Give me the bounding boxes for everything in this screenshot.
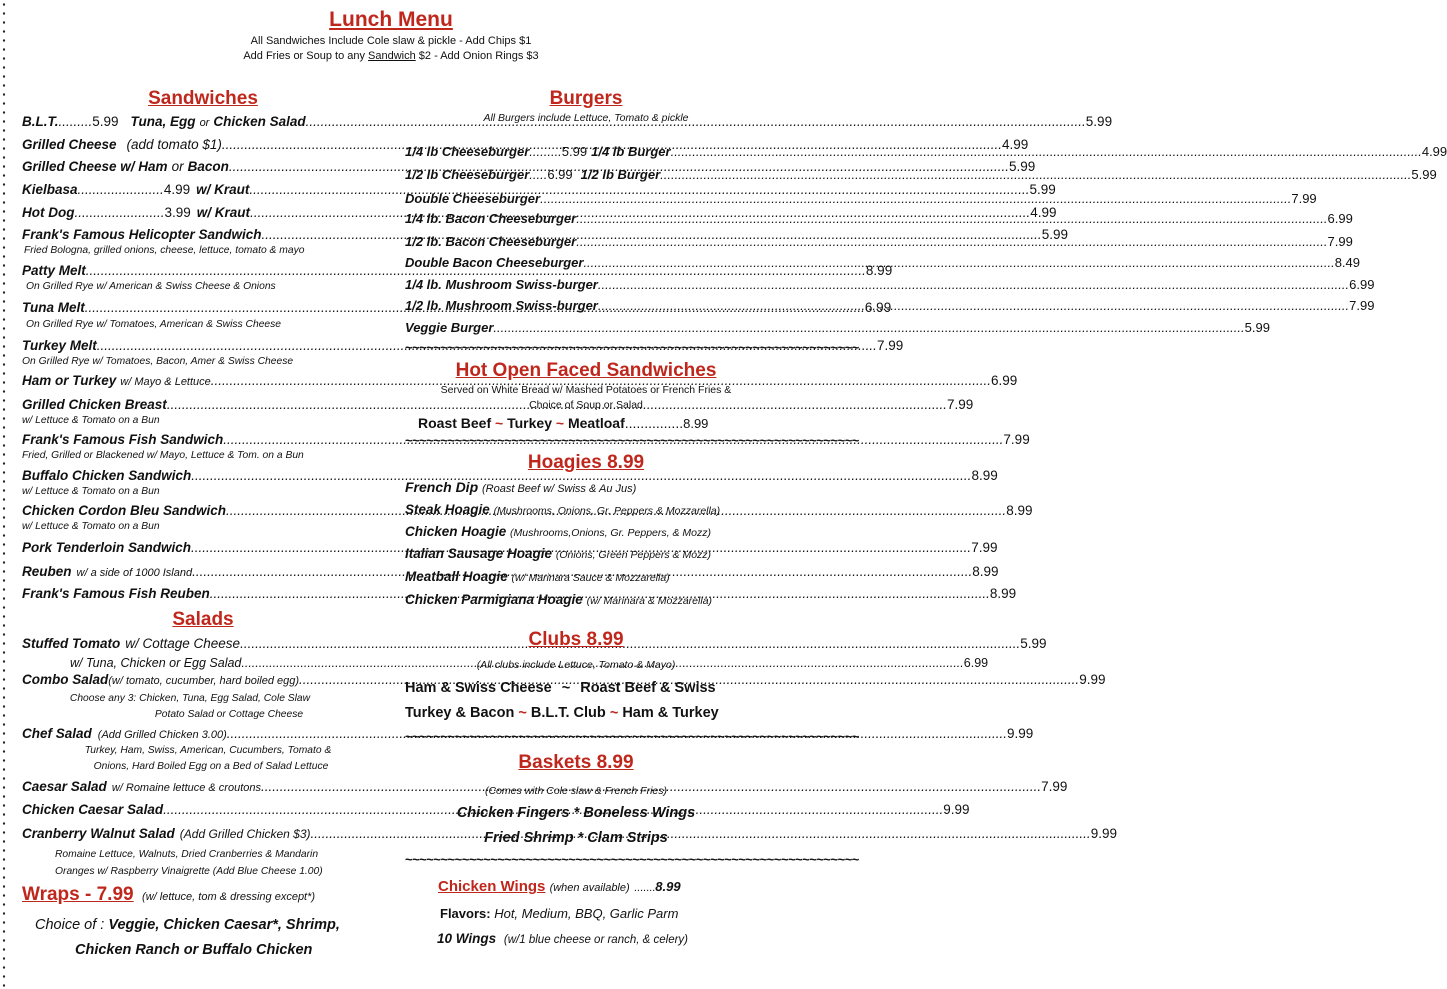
hoagie-name: French Dip bbox=[405, 479, 479, 495]
wings-flavors-label: Flavors: bbox=[440, 906, 491, 921]
hoagie-chicken-parmigiana bbox=[405, 592, 712, 607]
wings-count bbox=[437, 931, 688, 946]
hoagie-meatball bbox=[405, 569, 670, 584]
club-ham-turkey: Ham & Turkey bbox=[622, 705, 719, 721]
wraps-title: Wraps - 7.99 bbox=[22, 884, 134, 905]
club-ham-swiss: Ham & Swiss Cheese bbox=[405, 680, 552, 696]
quarter-cheeseburger-price: 5.99 bbox=[561, 144, 588, 159]
grilled-chicken-name: Grilled Chicken Breast bbox=[22, 397, 167, 412]
dot-leader bbox=[540, 191, 1291, 206]
quarter-burger-name: 1/4 lb Burger bbox=[591, 144, 671, 159]
sandwich-kielbasa bbox=[22, 182, 1056, 197]
stuffed2-price: 6.99 bbox=[963, 656, 989, 670]
cordon-name: Chicken Cordon Bleu Sandwich bbox=[22, 503, 227, 518]
pork-name: Pork Tenderloin Sandwich bbox=[22, 540, 192, 555]
bacon12-name: 1/2 lb. Bacon Cheeseburger bbox=[405, 234, 577, 249]
stuffed-name: Stuffed Tomato bbox=[22, 636, 121, 651]
chef-name: Chef Salad bbox=[22, 726, 92, 741]
chef-price: 9.99 bbox=[1006, 726, 1034, 741]
baskets-line-1: Chicken Fingers * Boneless Wings bbox=[456, 805, 696, 821]
dot-leader bbox=[671, 144, 1422, 159]
kielbasa-name: Kielbasa bbox=[22, 182, 78, 197]
hot-open-note-2: Choice of Soup or Salad bbox=[529, 399, 643, 411]
sandwiches-title: Sandwiches bbox=[148, 88, 258, 109]
clubs-note: (All clubs include Lettuce, Tomato & Mayo) bbox=[476, 659, 676, 671]
buffalo-name: Buffalo Chicken Sandwich bbox=[22, 468, 192, 483]
divider-2: ~~~~~~~~~~~~~~~~~~~~~~~~~~~~~~~~~~~~~~~~~~~~~~~~~~~~~~~~~~~~~~~~ bbox=[405, 433, 859, 448]
club-turkey-bacon: Turkey & Bacon bbox=[405, 705, 515, 721]
fish-name: Frank's Famous Fish Sandwich bbox=[22, 432, 224, 447]
wings-title: Chicken Wings bbox=[438, 878, 546, 895]
sandwich-patty-melt bbox=[22, 263, 893, 278]
cordon-price: 8.99 bbox=[1006, 503, 1033, 518]
quarter-cheeseburger-name: 1/4 lb Cheeseburger bbox=[405, 144, 530, 159]
divider-3: ~~~~~~~~~~~~~~~~~~~~~~~~~~~~~~~~~~~~~~~~~~~~~~~~~~~~~~~~~~~~~~~~ bbox=[405, 729, 859, 744]
kielbasa-kraut: w/ Kraut bbox=[196, 182, 250, 197]
club-sep-2: ~ bbox=[518, 705, 527, 721]
double-name: Double Cheeseburger bbox=[405, 191, 541, 206]
quarter-burger-price: 4.99 bbox=[1421, 144, 1447, 159]
turkey-melt-price: 7.99 bbox=[876, 338, 904, 353]
hoagie-name: Italian Sausage Hoagie bbox=[405, 546, 553, 561]
patty-melt-name: Patty Melt bbox=[22, 263, 86, 278]
hot-open-sep-2: ~ bbox=[555, 415, 565, 431]
header-line-2 bbox=[0, 50, 782, 62]
hoagie-french-dip bbox=[405, 479, 636, 495]
half-cheeseburger-price: 6.99 bbox=[547, 167, 573, 182]
grilled-chicken-price: 7.99 bbox=[946, 397, 974, 412]
blt-price: 5.99 bbox=[92, 114, 119, 129]
dotted-border bbox=[0, 0, 8, 989]
dot-leader bbox=[598, 277, 1349, 292]
hot-open-roast-beef: Roast Beef bbox=[418, 415, 492, 431]
turkey-melt-note: On Grilled Rye w/ Tomatoes, Bacon, Amer & Swiss Cheese bbox=[22, 356, 294, 367]
hoagie-desc: (w/ Marinara Sauce & Mozzarella) bbox=[511, 572, 670, 584]
salad-chef bbox=[22, 726, 1034, 741]
hot-open-sep-1: ~ bbox=[495, 415, 504, 431]
burgers-title: Burgers bbox=[549, 88, 623, 109]
stuffed2-text: w/ Tuna, Chicken or Egg Salad bbox=[70, 656, 242, 670]
wings-header bbox=[438, 878, 681, 895]
stuffed-price: 5.99 bbox=[1020, 636, 1047, 651]
double-bacon-name: Double Bacon Cheeseburger bbox=[405, 255, 584, 270]
veggie-price: 5.99 bbox=[1244, 320, 1270, 335]
dot-leader bbox=[660, 167, 1411, 182]
hoagie-desc: (Roast Beef w/ Swiss & Au Jus) bbox=[482, 483, 637, 495]
grilled-cheese-price: 4.99 bbox=[1002, 137, 1029, 152]
bacon12-price: 7.99 bbox=[1327, 234, 1353, 249]
sandwich-buffalo bbox=[22, 468, 998, 483]
combo-note-1: Choose any 3: Chicken, Tuna, Egg Salad, Cole Slaw bbox=[69, 693, 311, 704]
chicken-salad-name: Chicken Salad bbox=[213, 114, 306, 129]
cranberry-note-2: Oranges w/ Raspberry Vinaigrette (Add Blue Cheese 1.00) bbox=[55, 866, 323, 877]
grilled-cheese-ham-price: 5.99 bbox=[1009, 159, 1036, 174]
hotdog-kraut-price: 4.99 bbox=[1030, 205, 1057, 220]
kielbasa-dots: ....................... bbox=[77, 182, 164, 197]
caesar-extra: w/ Romaine lettuce & croutons bbox=[111, 782, 261, 794]
hoagies-title: Hoagies 8.99 bbox=[527, 452, 645, 473]
grilled-cheese-bacon-name: Bacon bbox=[187, 159, 229, 174]
grilled-cheese-name: Grilled Cheese bbox=[22, 137, 117, 152]
ham-turkey-name: Ham or Turkey bbox=[22, 373, 117, 388]
cranberry-name: Cranberry Walnut Salad bbox=[22, 826, 175, 841]
salads-title: Salads bbox=[172, 609, 234, 630]
club-sep-3: ~ bbox=[609, 705, 619, 721]
dot-leader bbox=[576, 234, 1327, 249]
double-price: 7.99 bbox=[1291, 191, 1317, 206]
hot-open-meatloaf: Meatloaf bbox=[567, 415, 625, 431]
dot-leader bbox=[576, 211, 1327, 226]
hotdog-dots: ........................ bbox=[74, 205, 165, 220]
dot-leader bbox=[598, 298, 1349, 313]
tuna-egg-or: or bbox=[199, 117, 210, 129]
hoagie-name: Steak Hoagie bbox=[405, 502, 490, 517]
hot-open-note-1: Served on White Bread w/ Mashed Potatoes or French Fries & bbox=[440, 384, 732, 396]
cranberry-price: 9.99 bbox=[1090, 826, 1117, 841]
helicopter-note: Fried Bologna, grilled onions, cheese, lettuce, tomato & mayo bbox=[24, 245, 305, 256]
buffalo-note: w/ Lettuce & Tomato on a Bun bbox=[22, 486, 160, 497]
hoagie-name: Chicken Hoagie bbox=[405, 524, 507, 539]
hoagie-italian-sausage bbox=[405, 546, 711, 561]
helicopter-name: Frank's Famous Helicopter Sandwich bbox=[22, 227, 262, 242]
burger-double-bacon bbox=[405, 255, 1361, 270]
divider-1: ~~~~~~~~~~~~~~~~~~~~~~~~~~~~~~~~~~~~~~~~~~~~~~~~~~~~~~~~~~~~~~~~ bbox=[405, 340, 859, 355]
reuben-name: Reuben bbox=[22, 564, 72, 579]
chef-extra: (Add Grilled Chicken 3.00) bbox=[97, 729, 227, 741]
grilled-cheese-extra: (add tomato $1) bbox=[126, 137, 222, 152]
mush14-name: 1/4 lb. Mushroom Swiss-burger bbox=[405, 277, 598, 292]
turkey-melt-name: Turkey Melt bbox=[22, 338, 97, 353]
kielbasa-kraut-price: 5.99 bbox=[1029, 182, 1056, 197]
divider-4: ~~~~~~~~~~~~~~~~~~~~~~~~~~~~~~~~~~~~~~~~~~~~~~~~~~~~~~~~~~~~~~~~ bbox=[405, 852, 859, 867]
hoagie-desc: (Mushrooms,Onions, Gr. Peppers, & Mozz) bbox=[510, 527, 711, 539]
reuben-price: 8.99 bbox=[972, 564, 999, 579]
header-sandwich-word: Sandwich bbox=[368, 50, 416, 62]
club-blt: B.L.T. Club bbox=[530, 705, 606, 721]
wraps-choice-items: Veggie, Chicken Caesar*, Shrimp, bbox=[108, 917, 340, 933]
wings-flavors-list: Hot, Medium, BBQ, Garlic Parm bbox=[494, 906, 679, 921]
cranberry-extra: (Add Grilled Chicken $3) bbox=[179, 827, 311, 841]
reuben-extra: w/ a side of 1000 Island bbox=[76, 567, 193, 579]
baskets-line-2: Fried Shrimp * Clam Strips bbox=[484, 830, 668, 846]
sandwich-grilled-cheese-ham bbox=[22, 159, 1036, 174]
burger-veggie bbox=[405, 320, 1270, 335]
fish-reuben-price: 8.99 bbox=[989, 586, 1017, 601]
blt-dots: ......... bbox=[58, 114, 93, 129]
mush12-price: 7.99 bbox=[1349, 298, 1375, 313]
half-cheeseburger-name: 1/2 lb Cheeseburger bbox=[405, 167, 530, 182]
club-roast-beef-swiss: Roast Beef & Swiss bbox=[580, 680, 716, 696]
patty-melt-price: 8.99 bbox=[865, 263, 893, 278]
fish-reuben-name: Frank's Famous Fish Reuben bbox=[22, 586, 210, 601]
chicken-caesar-name: Chicken Caesar Salad bbox=[22, 802, 164, 817]
burger-row-quarter bbox=[405, 144, 1447, 159]
baskets-note: (Comes with Cole slaw & French Fries) bbox=[484, 785, 668, 797]
grilled-chicken-note: w/ Lettuce & Tomato on a Bun bbox=[22, 415, 160, 426]
combo-extra: (w/ tomato, cucumber, hard boiled egg) bbox=[108, 675, 300, 687]
combo-name: Combo Salad bbox=[22, 672, 109, 687]
wings-count-note: (w/1 blue cheese or ranch, & celery) bbox=[503, 934, 689, 946]
grilled-cheese-ham-or: or bbox=[171, 159, 184, 174]
hot-open-turkey: Turkey bbox=[507, 415, 552, 431]
mush14-price: 6.99 bbox=[1349, 277, 1375, 292]
hoagie-chicken bbox=[405, 524, 711, 539]
fish-price: 7.99 bbox=[1003, 432, 1030, 447]
clubs-title: Clubs 8.99 bbox=[528, 629, 624, 650]
sandwich-fish bbox=[22, 432, 1030, 447]
hot-open-price: 8.99 bbox=[683, 416, 709, 431]
header-line-1: All Sandwiches Include Cole slaw & pickle - Add Chips $1 bbox=[250, 35, 532, 47]
tuna-egg-name: Tuna, Egg bbox=[130, 114, 196, 129]
burger-mushroom-quarter bbox=[405, 277, 1375, 292]
wings-flavors bbox=[440, 906, 678, 921]
hoagie-name: Meatball Hoagie bbox=[405, 569, 508, 584]
wings-dots: ....... bbox=[633, 882, 656, 894]
chef-note-1: Turkey, Ham, Swiss, American, Cucumbers, Tomato & bbox=[84, 745, 332, 756]
burger-row-half bbox=[405, 167, 1437, 182]
ham-turkey-extra: w/ Mayo & Lettuce bbox=[120, 376, 211, 388]
caesar-name: Caesar Salad bbox=[22, 779, 107, 794]
buffalo-price: 8.99 bbox=[971, 468, 998, 483]
wraps-note: (w/ lettuce, tom & dressing except*) bbox=[142, 891, 316, 903]
dot-leader bbox=[493, 320, 1244, 335]
bacon14-price: 6.99 bbox=[1327, 211, 1353, 226]
wings-price: 8.99 bbox=[655, 879, 681, 894]
tuna-melt-name: Tuna Melt bbox=[22, 300, 85, 315]
quarter-cheeseburger-dots: ......... bbox=[529, 144, 562, 159]
wraps-choice-line-1 bbox=[35, 917, 340, 933]
fish-note: Fried, Grilled or Blackened w/ Mayo, Lettuce & Tom. on a Bun bbox=[22, 450, 304, 461]
wings-availability: (when available) bbox=[549, 882, 630, 894]
tuna-egg-price: 5.99 bbox=[1085, 114, 1113, 129]
hotdog-kraut: w/ Kraut bbox=[196, 205, 251, 220]
half-cheeseburger-dots: ..... bbox=[529, 167, 548, 182]
burger-double bbox=[405, 191, 1317, 206]
wings-count-label: 10 Wings bbox=[437, 931, 497, 946]
tuna-melt-note: On Grilled Rye w/ Tomatoes, American & Swiss Cheese bbox=[26, 319, 282, 330]
kielbasa-price: 4.99 bbox=[163, 182, 191, 197]
clubs-line-1 bbox=[405, 680, 716, 696]
wraps-choice-pre: Choice of : bbox=[35, 917, 109, 933]
bacon14-name: 1/4 lb. Bacon Cheeseburger bbox=[405, 211, 577, 226]
hot-open-items bbox=[418, 415, 708, 431]
chicken-caesar-price: 9.99 bbox=[943, 802, 970, 817]
salad-combo bbox=[22, 672, 1106, 687]
menu-title: Lunch Menu bbox=[329, 8, 453, 31]
veggie-name: Veggie Burger bbox=[405, 320, 494, 335]
dot-leader bbox=[583, 255, 1334, 270]
half-burger-name: 1/2 lb Burger bbox=[580, 167, 661, 182]
stuffed-extra: w/ Cottage Cheese bbox=[125, 636, 241, 651]
ham-turkey-price: 6.99 bbox=[990, 373, 1018, 388]
hotdog-price: 3.99 bbox=[164, 205, 191, 220]
hoagie-desc: (Onions, Green Peppers & Mozz) bbox=[555, 549, 712, 561]
baskets-title: Baskets 8.99 bbox=[518, 752, 634, 773]
hotdog-name: Hot Dog bbox=[22, 205, 75, 220]
clubs-line-2 bbox=[405, 705, 719, 721]
tuna-melt-price: 6.99 bbox=[864, 300, 892, 315]
sandwich-ham-turkey bbox=[22, 373, 1018, 388]
hoagie-name: Chicken Parmigiana Hoagie bbox=[405, 592, 583, 607]
combo-note-2: Potato Salad or Cottage Cheese bbox=[154, 709, 304, 720]
helicopter-price: 5.99 bbox=[1041, 227, 1068, 242]
header-line-2-post: $2 - Add Onion Rings $3 bbox=[415, 50, 539, 62]
hot-open-dots: ............... bbox=[624, 415, 684, 431]
blt-name: B.L.T. bbox=[22, 114, 59, 129]
sandwich-turkey-melt bbox=[22, 338, 904, 353]
hoagie-desc: (Mushrooms, Onions, Gr. Peppers & Mozzarella) bbox=[493, 505, 721, 517]
hoagie-steak bbox=[405, 502, 720, 517]
mush12-name: 1/2 lb. Mushroom Swiss-burger bbox=[405, 298, 598, 313]
caesar-price: 7.99 bbox=[1041, 779, 1068, 794]
chef-note-2: Onions, Hard Boiled Egg on a Bed of Salad Lettuce bbox=[93, 761, 329, 772]
cordon-note: w/ Lettuce & Tomato on a Bun bbox=[22, 521, 160, 532]
patty-melt-note: On Grilled Rye w/ American & Swiss Cheese & Onions bbox=[26, 281, 276, 292]
header-line-2-pre: Add Fries or Soup to any bbox=[243, 50, 369, 62]
cranberry-note-1: Romaine Lettuce, Walnuts, Dried Cranberries & Mandarin bbox=[55, 849, 319, 860]
half-burger-price: 5.99 bbox=[1411, 167, 1437, 182]
hoagie-desc: (w/ Marinara & Mozzarella) bbox=[586, 595, 713, 607]
hot-open-title: Hot Open Faced Sandwiches bbox=[455, 360, 717, 381]
pork-price: 7.99 bbox=[971, 540, 998, 555]
wraps-header bbox=[22, 884, 315, 906]
combo-price: 9.99 bbox=[1079, 672, 1106, 687]
burgers-subtitle: All Burgers include Lettuce, Tomato & pickle bbox=[483, 112, 689, 124]
grilled-cheese-ham-name: Grilled Cheese w/ Ham bbox=[22, 159, 168, 174]
wraps-choice-line-2: Chicken Ranch or Buffalo Chicken bbox=[75, 942, 313, 958]
double-bacon-price: 8.49 bbox=[1334, 255, 1361, 270]
club-sep-1: ~ bbox=[561, 680, 571, 696]
